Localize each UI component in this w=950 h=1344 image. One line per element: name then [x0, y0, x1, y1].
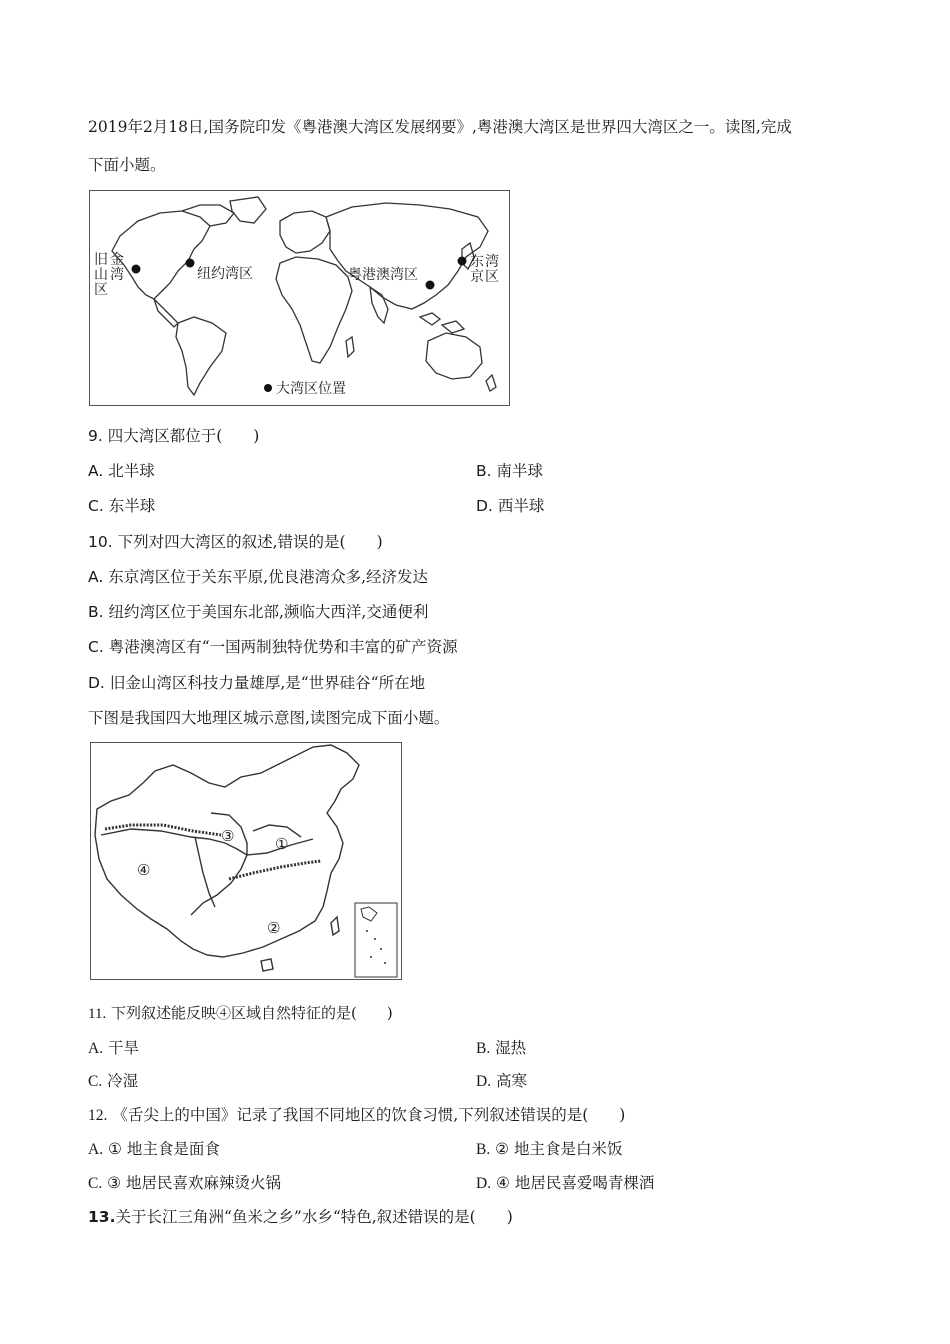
q13-stem: [88, 1207, 513, 1227]
q9-option-d[interactable]: D. 西半球: [476, 497, 545, 515]
australia-outline: [426, 333, 482, 379]
q9-option-c[interactable]: C. 东半球: [88, 497, 156, 515]
q10-option-d[interactable]: D. 旧金山湾区科技力量雄厚,是“世界硅谷“所在地: [88, 674, 426, 692]
boundary-west-south: [191, 855, 247, 915]
q9-number: 9.: [88, 427, 103, 445]
south-america-outline: [176, 317, 226, 395]
ny-label: 纽约湾区: [197, 266, 253, 282]
q12-option-d[interactable]: D. ④ 地居民喜爱喝青棵酒: [476, 1174, 655, 1192]
q10-text: 下列对四大湾区的叙述,错误的是( ): [117, 533, 383, 551]
q10-option-a[interactable]: A. 东京湾区位于关东平原,优良港湾众多,经济发达: [88, 568, 429, 586]
tokyo-label-col1: 东京: [470, 254, 484, 285]
q11-option-d[interactable]: D. 高寒: [476, 1072, 528, 1090]
europe-outline: [280, 211, 330, 253]
greenland-outline: [230, 197, 266, 223]
q13-text: 关于长江三角洲“鱼米之乡”水乡“特色,叙述错误的是( ): [115, 1208, 513, 1226]
world-map-figure: [89, 190, 510, 406]
intro-line-2: 下面小题。: [88, 156, 166, 174]
ny-bay-marker: [186, 259, 195, 268]
china-outline: [95, 745, 359, 957]
sf-label-col2: 金湾: [110, 252, 124, 283]
q9-option-a[interactable]: A. 北半球: [88, 462, 155, 480]
sf-label-col1: 旧山区: [94, 252, 108, 298]
intro-line-1: 2019年2月18日,国务院印发《粤港澳大湾区发展纲要》,粤港澳大湾区是世界四大湾区之一。读图,完成: [88, 118, 792, 136]
gba-label: 粤港澳湾区: [348, 267, 418, 283]
q12-stem: [88, 1105, 625, 1126]
region-4-label: ④: [137, 861, 151, 879]
legend-dot: [264, 384, 272, 392]
q10-stem: [88, 532, 383, 552]
tokyo-label-col2: 湾区: [485, 254, 499, 285]
q12-text: 《舌尖上的中国》记录了我国不同地区的饮食习惯,下列叙述错误的是( ): [112, 1106, 626, 1124]
q10-number: 10.: [88, 533, 113, 551]
q12-option-b[interactable]: B. ② 地主食是白米饭: [476, 1140, 623, 1158]
q9-stem: [88, 426, 259, 446]
q9-option-b[interactable]: B. 南半球: [476, 462, 544, 480]
q10-option-c[interactable]: C. 粤港澳湾区有“一国两制独特优势和丰富的矿产资源: [88, 638, 458, 656]
region-3-label: ③: [221, 827, 235, 845]
q12-option-a[interactable]: A. ① 地主食是面食: [88, 1140, 220, 1158]
tokyo-bay-marker: [458, 257, 467, 266]
asia-outline: [326, 203, 488, 309]
sf-bay-marker: [132, 265, 141, 274]
north-america-outline: [112, 211, 210, 299]
world-map-drawing: [90, 191, 509, 405]
q11-number: 11.: [88, 1006, 107, 1022]
intro-2: 下图是我国四大地理区城示意图,读图完成下面小题。: [88, 709, 450, 727]
q10-option-b[interactable]: B. 纽约湾区位于美国东北部,濒临大西洋,交通便利: [88, 603, 429, 621]
region-1-label: ①: [275, 835, 289, 853]
q11-stem: [88, 1003, 393, 1024]
gba-marker: [426, 281, 435, 290]
q9-text: 四大湾区都位于( ): [107, 427, 260, 445]
china-map-figure: [90, 742, 402, 980]
q12-option-c[interactable]: C. ③ 地居民喜欢麻辣烫火锅: [88, 1174, 281, 1192]
q11-text: 下列叙述能反映④区域自然特征的是( ): [110, 1004, 393, 1022]
q11-option-c[interactable]: C. 冷湿: [88, 1072, 139, 1090]
legend-label: 大湾区位置: [276, 381, 346, 397]
q11-option-a[interactable]: A. 干旱: [88, 1039, 140, 1057]
region-2-label: ②: [267, 919, 281, 937]
q13-number: 13.: [88, 1208, 116, 1226]
q12-number: 12.: [88, 1107, 108, 1124]
africa-outline: [276, 257, 352, 363]
q11-option-b[interactable]: B. 湿热: [476, 1039, 527, 1057]
